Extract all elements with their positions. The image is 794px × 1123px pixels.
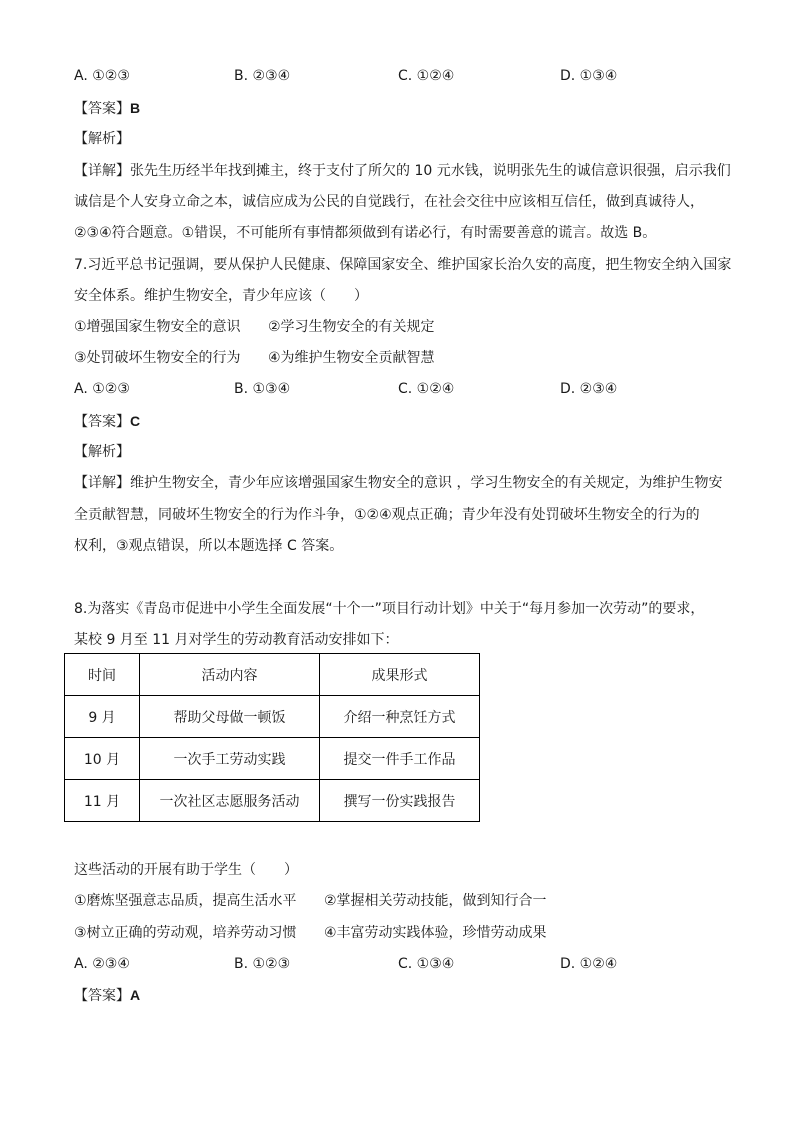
q6-detail-line-1: 【详解】张先生历经半年找到摊主，终于支付了所欠的 10 元水钱，说明张先生的诚信意识很强，启示我们 <box>74 163 731 179</box>
answer-value: C <box>130 413 141 429</box>
q8-items-row-2 <box>74 923 674 943</box>
table-cell: 帮助父母做一顿饭 <box>140 696 320 738</box>
answer-tag: 【答案】 <box>74 101 130 117</box>
q6-answer <box>74 98 140 119</box>
table-cell: 11 月 <box>65 780 140 822</box>
q7-option-c: C. ①②④ <box>398 381 455 397</box>
q7-stem-line-1: 7.习近平总书记强调，要从保护人民健康、保障国家安全、维护国家长治久安的高度，把生物安全纳入国家 <box>74 257 732 273</box>
table-row <box>65 696 480 738</box>
table-cell: 一次社区志愿服务活动 <box>140 780 320 822</box>
q8-item-3: ③树立正确的劳动观，培养劳动习惯 <box>74 925 297 941</box>
q7-detail-line-3: 权利，③观点错误，所以本题选择 C 答案。 <box>74 538 344 554</box>
q8-items-row-1 <box>74 891 674 911</box>
answer-tag: 【答案】 <box>74 414 130 430</box>
q8-question: 这些活动的开展有助于学生（ ） <box>74 862 298 878</box>
q6-option-a: A. ①②③ <box>74 68 130 84</box>
table-row <box>65 738 480 780</box>
q6-options <box>74 66 734 86</box>
q8-option-b: B. ①②③ <box>234 956 291 972</box>
q7-item-2: ②学习生物安全的有关规定 <box>268 319 435 335</box>
q8-stem-line-1: 8.为落实《青岛市促进中小学生全面发展“十个一”项目行动计划》中关于“每月参加一次劳动”的要求， <box>74 601 705 617</box>
table-cell: 9 月 <box>65 696 140 738</box>
table-cell: 介绍一种烹饪方式 <box>320 696 480 738</box>
q8-stem-line-2: 某校 9 月至 11 月对学生的劳动教育活动安排如下： <box>74 632 399 648</box>
q6-detail-line-2: 诚信是个人安身立命之本，诚信应成为公民的自觉践行，在社会交往中应该相互信任，做到真诚待人， <box>74 194 704 210</box>
labor-activity-table <box>64 653 480 822</box>
table-header-cell: 时间 <box>65 654 140 696</box>
q7-option-a: A. ①②③ <box>74 381 130 397</box>
q8-item-4: ④丰富劳动实践体验，珍惜劳动成果 <box>324 925 547 941</box>
q7-item-4: ④为维护生物安全贡献智慧 <box>268 350 435 366</box>
q7-items-row-2 <box>74 348 674 368</box>
q7-option-d: D. ②③④ <box>560 381 618 397</box>
table-cell: 撰写一份实践报告 <box>320 780 480 822</box>
q7-detail-line-2: 全贡献智慧，同破坏生物安全的行为作斗争，①②④观点正确；青少年没有处罚破坏生物安全的行为的 <box>74 507 700 523</box>
table-cell: 10 月 <box>65 738 140 780</box>
q6-option-b: B. ②③④ <box>234 68 291 84</box>
table-row <box>65 780 480 822</box>
table-header-cell: 成果形式 <box>320 654 480 696</box>
q7-option-b: B. ①③④ <box>234 381 291 397</box>
q6-option-c: C. ①②④ <box>398 68 455 84</box>
answer-tag: 【答案】 <box>74 988 130 1004</box>
q6-analysis-tag: 【解析】 <box>74 131 130 147</box>
q8-option-d: D. ①②④ <box>560 956 618 972</box>
answer-value: A <box>130 987 141 1003</box>
table-header-cell: 活动内容 <box>140 654 320 696</box>
table-cell: 一次手工劳动实践 <box>140 738 320 780</box>
q7-analysis-tag: 【解析】 <box>74 444 130 460</box>
q7-detail-line-1: 【详解】维护生物安全，青少年应该增强国家生物安全的意识 ，学习生物安全的有关规定，为维护生物安 <box>74 475 723 491</box>
q6-option-d: D. ①③④ <box>560 68 618 84</box>
table-header-row <box>65 654 480 696</box>
q8-item-1: ①磨炼坚强意志品质，提高生活水平 <box>74 893 297 909</box>
q8-answer <box>74 985 140 1006</box>
answer-value: B <box>130 100 141 116</box>
q7-item-3: ③处罚破坏生物安全的行为 <box>74 350 241 366</box>
q7-items-row-1 <box>74 317 674 337</box>
q7-options <box>74 379 734 399</box>
q7-stem-line-2: 安全体系。维护生物安全，青少年应该（ ） <box>74 288 368 304</box>
q8-options <box>74 954 734 974</box>
q7-answer <box>74 411 140 432</box>
q7-item-1: ①增强国家生物安全的意识 <box>74 319 241 335</box>
q8-option-a: A. ②③④ <box>74 956 130 972</box>
q6-detail-line-3: ②③④符合题意。①错误，不可能所有事情都须做到有诺必行，有时需要善意的谎言。故选 B。 <box>74 225 657 241</box>
table-cell: 提交一件手工作品 <box>320 738 480 780</box>
q8-item-2: ②掌握相关劳动技能，做到知行合一 <box>324 893 547 909</box>
q8-option-c: C. ①③④ <box>398 956 455 972</box>
